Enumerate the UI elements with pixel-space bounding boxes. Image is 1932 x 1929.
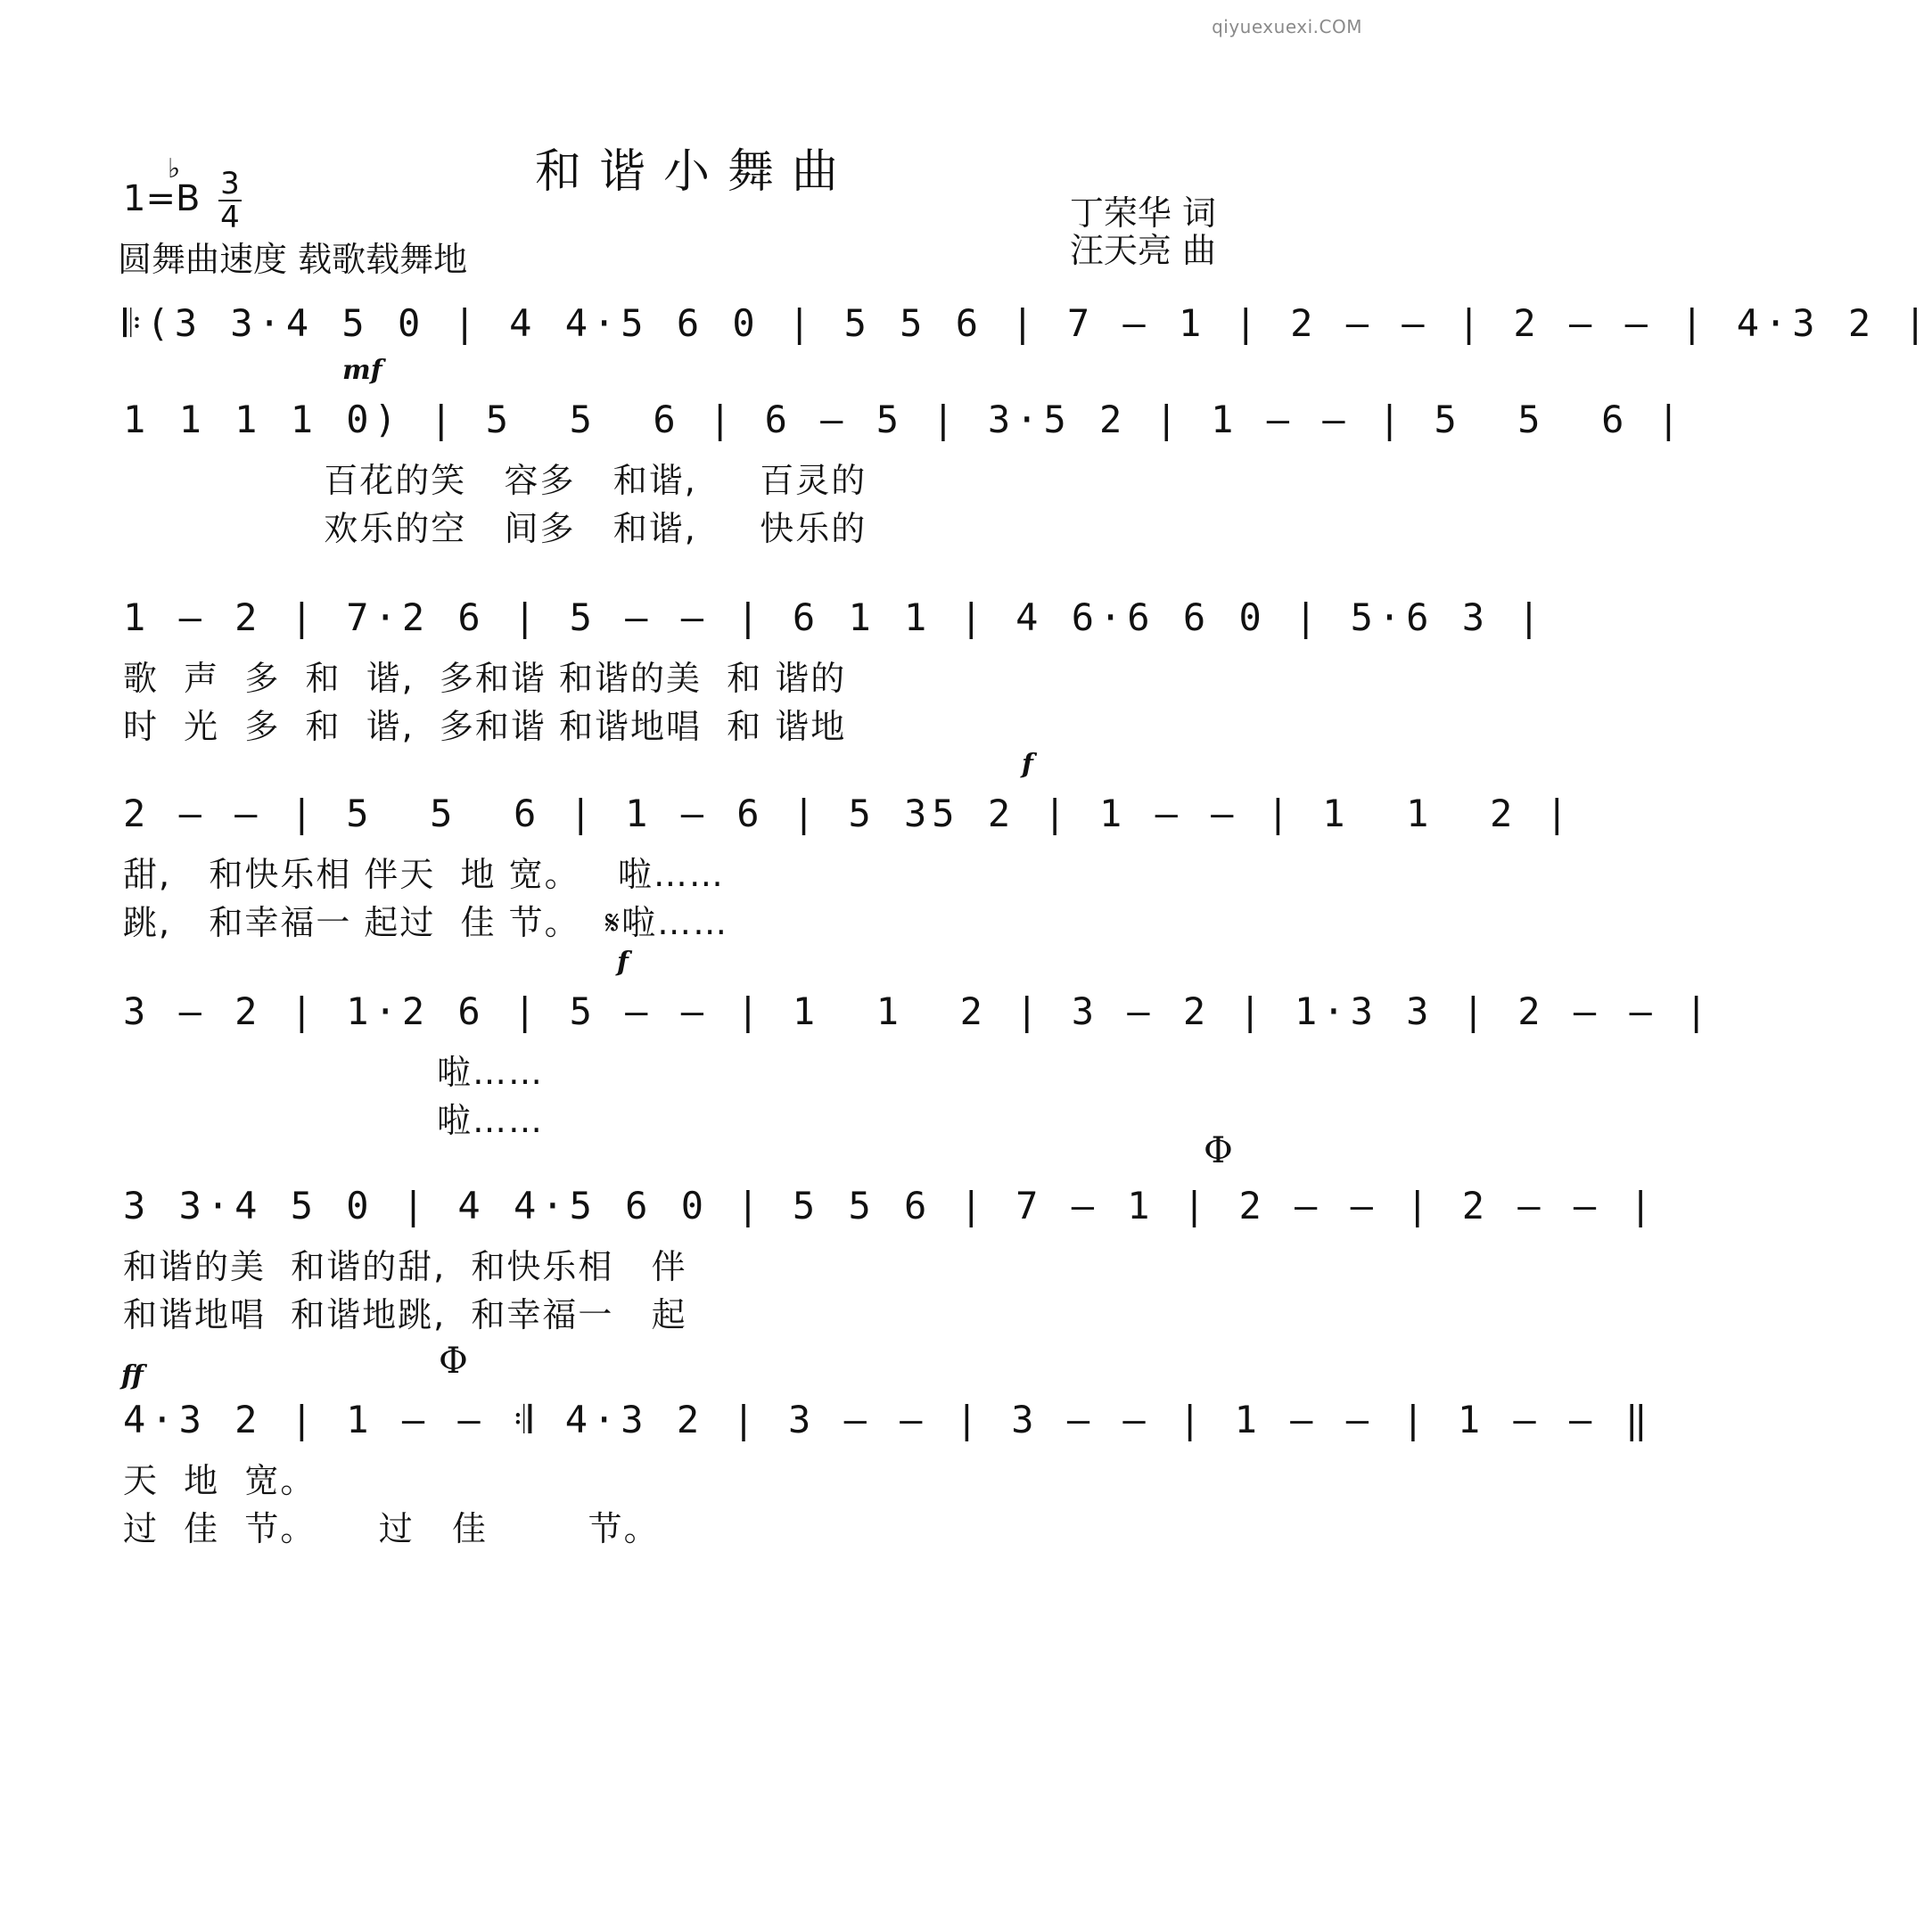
- notes-line-4: 2 – – | 5 5 6 | 1 – 6 | 5 35 2 | 1 – – | 1 1 2 |: [123, 792, 1574, 835]
- lyrics-line-7-verse-1: 天 地 宽。: [123, 1461, 317, 1500]
- notes-line-6: 3 3·4 5 0 | 4 4·5 6 0 | 5 5 6 | 7 – 1 | 2 – – | 2 – – |: [123, 1184, 1657, 1227]
- meter-top: 3: [220, 166, 240, 201]
- coda-icon: Φ: [1204, 1130, 1233, 1171]
- lyricist: 丁荣华 词: [1069, 193, 1216, 233]
- notes-line-3: 1 – 2 | 7·2 6 | 5 – – | 6 1 1 | 4 6·6 6 0 | 5·6 3 |: [123, 595, 1546, 639]
- credits: [1070, 194, 1216, 269]
- lyrics-line-6-verse-1: 和谐的美 和谐的甜, 和快乐相 伴: [123, 1247, 687, 1286]
- coda-icon-2: Φ: [439, 1341, 468, 1382]
- notes-line-2: 1 1 1 1 0) | 5 5 6 | 6 – 5 | 3·5 2 | 1 – – | 5 5 6 |: [123, 398, 1686, 441]
- lyrics-line-3-verse-1: 歌 声 多 和 谐, 多和谐 和谐的美 和 谐的: [123, 659, 847, 698]
- dynamic-f-2: f: [617, 947, 629, 978]
- lyrics-line-5-verse-2: 啦……: [123, 1101, 544, 1140]
- lyrics-line-5-verse-1: 啦……: [123, 1053, 544, 1092]
- lyrics-line-2-verse-1: 百花的笑 容多 和谐, 百灵的: [123, 461, 867, 500]
- lyrics-line-3-verse-2: 时 光 多 和 谐, 多和谐 和谐地唱 和 谐地: [123, 707, 847, 746]
- time-signature: [218, 168, 242, 234]
- composer: 汪天亮 曲: [1069, 231, 1216, 270]
- dynamic-f-1: f: [1022, 749, 1033, 780]
- page-title: 和谐小舞曲: [534, 145, 856, 199]
- key-prefix: 1=: [123, 178, 176, 219]
- key-note: B: [175, 178, 201, 219]
- lyrics-line-6-verse-2: 和谐地唱 和谐地跳, 和幸福一 起: [123, 1295, 687, 1334]
- lyrics-line-2-verse-2: 欢乐的空 间多 和谐, 快乐的: [123, 509, 867, 548]
- lyrics-line-4-verse-2: 跳, 和幸福一 起过 佳 节。 𝄋啦……: [123, 903, 729, 942]
- notes-line-7: 4·3 2 | 1 – – 𝄇 4·3 2 | 3 – – | 3 – – | 1 – – | 1 – – ‖: [123, 1398, 1653, 1441]
- key-signature: [123, 153, 201, 219]
- tempo-marking: 圆舞曲速度 载歌载舞地: [118, 240, 468, 279]
- meter-bottom: 4: [220, 200, 240, 235]
- notes-line-1: 𝄆(3 3·4 5 0 | 4 4·5 6 0 | 5 5 6 | 7 – 1 | 2 – – | 2 – – | 4·3 2 |: [123, 301, 1932, 345]
- watermark: qiyuexuexi.COM: [1212, 16, 1362, 37]
- dynamic-ff: ff: [121, 1360, 144, 1391]
- notes-line-5: 3 – 2 | 1·2 6 | 5 – – | 1 1 2 | 3 – 2 | 1·3 3 | 2 – – |: [123, 989, 1714, 1033]
- lyrics-line-4-verse-1: 甜, 和快乐相 伴天 地 宽。 啦……: [123, 855, 725, 894]
- dynamic-mf: mf: [342, 355, 382, 386]
- flat-icon: ♭: [168, 153, 181, 185]
- lyrics-line-7-verse-2: 过 佳 节。 过 佳 节。: [123, 1509, 660, 1548]
